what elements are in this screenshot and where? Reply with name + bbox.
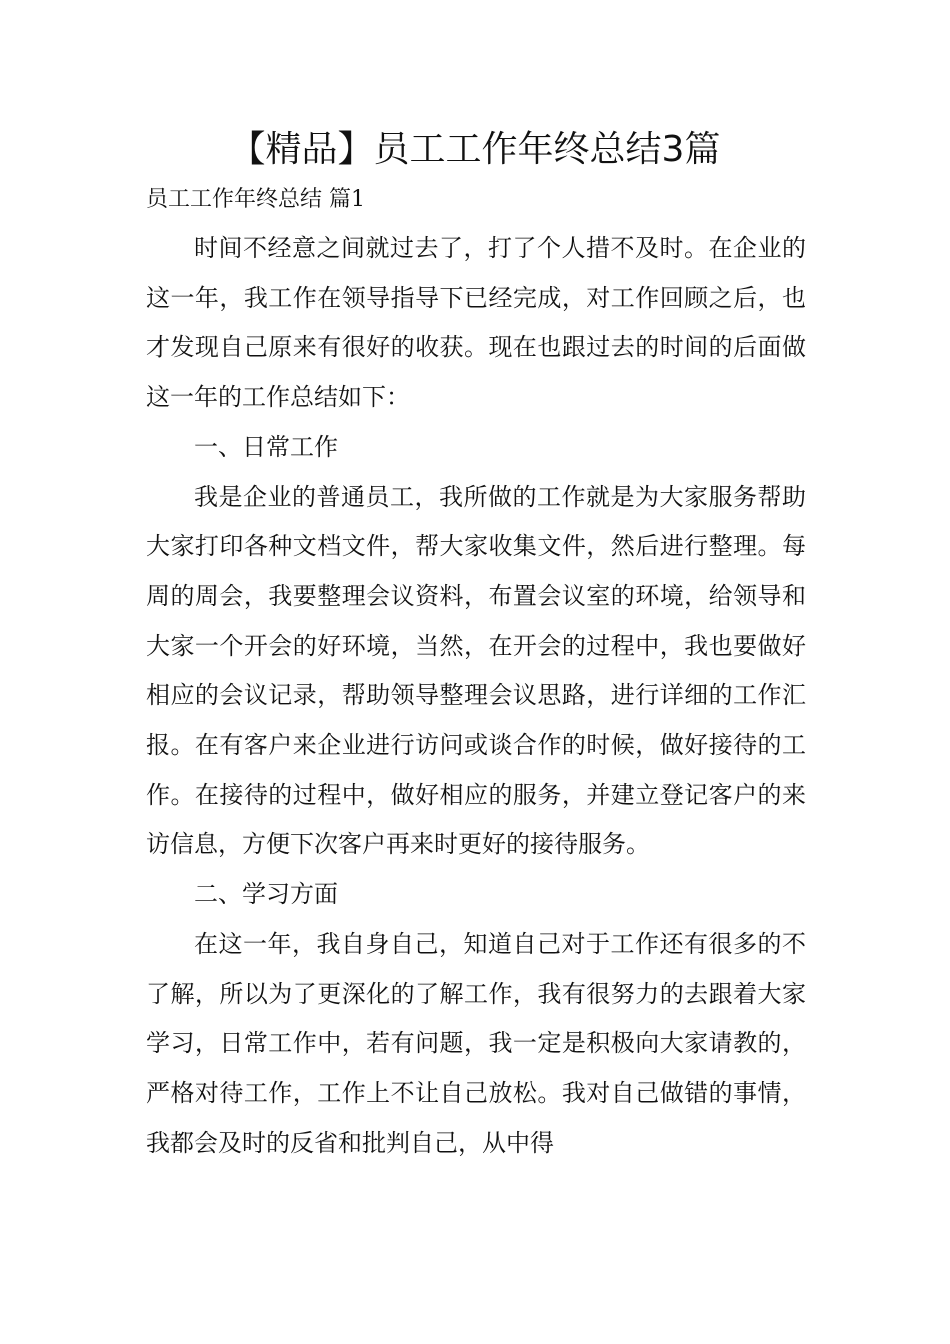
paragraph-learning: 在这一年，我自身自己，知道自己对于工作还有很多的不了解，所以为了更深化的了解工作，我有很努力的去跟着大家学习，日常工作中，若有问题，我一定是积极向大家请教的，严格对待工作，工作上不让自己放松。我对自己做错的事情，我都会及时的反省和批判自己，从中得: [146, 929, 806, 1157]
section-subtitle: 员工工作年终总结 篇1: [146, 187, 365, 212]
heading-daily-work: 一、日常工作: [194, 432, 338, 461]
heading-learning: 二、学习方面: [194, 880, 338, 909]
paragraph-daily-work: 我是企业的普通员工，我所做的工作就是为大家服务帮助大家打印各种文档文件，帮大家收集文件，然后进行整理。每周的周会，我要整理会议资料，布置会议室的环境，给领导和大家一个开会的好环境，当然，在开会的过程中，我也要做好相应的会议记录，帮助领导整理会议思路，进行详细的工作汇报。在有客户来企业进行访问或谈合作的时候，做好接待的工作。在接待的过程中，做好相应的服务，并建立登记客户的来访信息，方便下次客户再来时更好的接待服务。: [146, 482, 806, 859]
paragraph-intro: 时间不经意之间就过去了，打了个人措不及时。在企业的这一年，我工作在领导指导下已经完成，对工作回顾之后，也才发现自己原来有很好的收获。现在也跟过去的时间的后面做这一年的工作总结如下：: [146, 234, 806, 412]
document-title: 【精品】员工工作年终总结3篇: [229, 129, 721, 170]
document-body: [146, 224, 806, 1168]
